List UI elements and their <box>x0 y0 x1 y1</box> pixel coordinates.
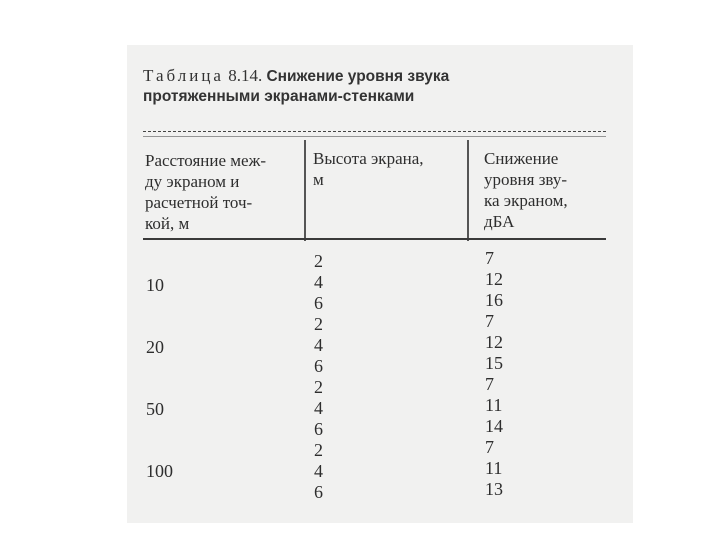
column-divider-2 <box>467 140 469 241</box>
reduction-cell: 16 <box>485 290 503 310</box>
height-cell: 2 <box>314 314 323 334</box>
height-cell: 6 <box>314 419 323 439</box>
reduction-cell: 7 <box>485 248 494 268</box>
height-cell: 6 <box>314 293 323 313</box>
height-cell: 2 <box>314 251 323 271</box>
distance-cell: 100 <box>146 461 173 481</box>
scanned-page <box>127 45 633 523</box>
height-cell: 2 <box>314 377 323 397</box>
reduction-cell: 12 <box>485 269 503 289</box>
height-cell: 4 <box>314 461 323 481</box>
reduction-cell: 12 <box>485 332 503 352</box>
caption-title-line1: Снижение уровня звука <box>266 68 450 85</box>
reduction-cell: 7 <box>485 374 494 394</box>
header-reduction: Снижение уровня зву- ка экраном, дБА <box>484 149 568 231</box>
distance-cell: 50 <box>146 399 164 419</box>
height-cell: 6 <box>314 482 323 502</box>
height-cell: 4 <box>314 398 323 418</box>
reduction-cell: 13 <box>485 479 503 499</box>
header-height: Высота экрана, м <box>313 149 424 189</box>
table-top-rule-solid <box>143 136 606 137</box>
reduction-cell: 11 <box>485 395 503 415</box>
height-cell: 6 <box>314 356 323 376</box>
caption-label: Таблица <box>143 66 224 85</box>
table-top-rule <box>143 131 606 132</box>
height-cell: 2 <box>314 440 323 460</box>
reduction-cell: 15 <box>485 353 503 373</box>
height-cell: 4 <box>314 272 323 292</box>
table-caption <box>143 66 449 107</box>
caption-number: 8.14. <box>228 66 263 85</box>
reduction-cell: 14 <box>485 416 503 436</box>
header-distance: Расстояние меж- ду экраном и расчетной точ- кой, м <box>145 151 266 233</box>
caption-title-line2: протяженными экранами-стенками <box>143 88 415 105</box>
reduction-cell: 7 <box>485 437 494 457</box>
reduction-cell: 11 <box>485 458 503 478</box>
distance-cell: 20 <box>146 337 164 357</box>
reduction-cell: 7 <box>485 311 494 331</box>
height-cell: 4 <box>314 335 323 355</box>
column-divider-1 <box>304 140 306 241</box>
distance-cell: 10 <box>146 275 164 295</box>
header-bottom-rule <box>143 238 606 240</box>
